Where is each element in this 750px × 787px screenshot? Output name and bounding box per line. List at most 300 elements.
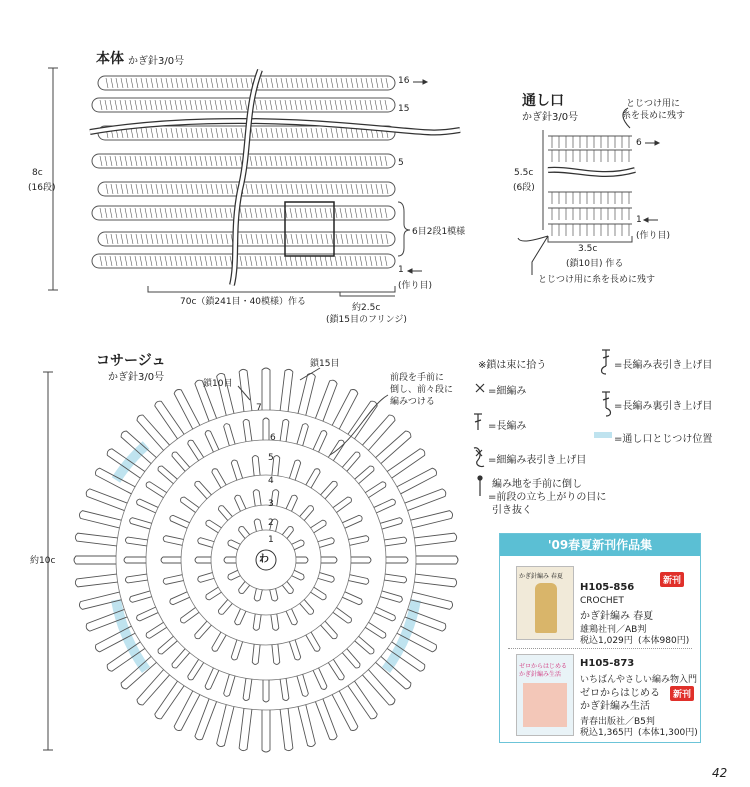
- chain-stitch: [380, 256, 382, 266]
- chain-stitch: [246, 184, 248, 194]
- corsage-petal-loop: [333, 497, 351, 512]
- corsage-petal-loop: [243, 419, 252, 441]
- book1-cover-photo: [535, 583, 557, 633]
- chain-stitch: [346, 78, 348, 88]
- chain-stitch: [205, 208, 207, 218]
- chain-stitch: [371, 234, 373, 244]
- corsage-petal-loop: [289, 460, 300, 480]
- chain-stitch: [105, 156, 107, 166]
- corsage-petal-loop: [384, 537, 406, 546]
- corsage-petal-loop: [243, 678, 252, 700]
- chain-stitch: [256, 234, 258, 244]
- chain-stitch: [336, 128, 338, 138]
- chain-stitch: [301, 234, 303, 244]
- chain-stitch: [285, 156, 287, 166]
- chain-stitch: [245, 208, 247, 218]
- chain-stitch: [240, 256, 242, 266]
- chain-stitch: [341, 128, 343, 138]
- chain-stitch: [196, 234, 198, 244]
- chain-stitch: [191, 234, 193, 244]
- chain-stitch: [180, 156, 182, 166]
- corsage-petal-loop: [315, 380, 337, 421]
- chain-stitch: [325, 100, 327, 110]
- chain-stitch: [356, 78, 358, 88]
- chain-stitch: [135, 100, 137, 110]
- chain-stitch: [120, 156, 122, 166]
- chain-stitch: [186, 78, 188, 88]
- chain-stitch: [176, 184, 178, 194]
- chain-stitch: [340, 100, 342, 110]
- chain-stitch: [106, 78, 108, 88]
- corsage-petal-loop: [271, 614, 279, 630]
- corsage-petal-loop: [205, 431, 219, 452]
- chain-stitch: [160, 208, 162, 218]
- chain-stitch: [331, 128, 333, 138]
- row-label-16: 16: [398, 76, 410, 86]
- chain-stitch: [285, 100, 287, 110]
- chain-stitch: [311, 184, 313, 194]
- chain-stitch: [281, 234, 283, 244]
- chain-stitch: [196, 128, 198, 138]
- loop-width-label: 3.5c: [578, 244, 598, 254]
- legend-slip-note-1: 編み地を手前に倒し: [492, 479, 582, 490]
- chain-stitch: [321, 128, 323, 138]
- corsage-petal-loop: [74, 556, 116, 564]
- corsage-petal-loop: [349, 575, 369, 585]
- chain-stitch: [320, 156, 322, 166]
- chain-stitch: [150, 256, 152, 266]
- chain-stitch: [280, 100, 282, 110]
- chain-stitch: [266, 234, 268, 244]
- chain-stitch: [335, 256, 337, 266]
- book2-cover-text-1: ゼロからはじめる: [519, 663, 568, 670]
- corsage-petal-loop: [125, 574, 147, 583]
- corsage-petal-loop: [181, 497, 199, 512]
- chain-stitch: [211, 78, 213, 88]
- chain-stitch: [291, 234, 293, 244]
- chain-stitch: [136, 234, 138, 244]
- chain-stitch: [280, 256, 282, 266]
- chain-stitch: [346, 128, 348, 138]
- corsage-petal-loop: [75, 533, 117, 546]
- loop-title: 通し口: [522, 93, 564, 109]
- chain-stitch: [270, 208, 272, 218]
- chain-stitch: [191, 78, 193, 88]
- chain-stitch: [221, 78, 223, 88]
- chain-stitch: [240, 208, 242, 218]
- book1-publisher: 雄鶏社刊／AB判: [580, 625, 647, 635]
- body-row-band: [92, 206, 395, 220]
- round-5: 5: [268, 453, 274, 463]
- body-title: 本体: [96, 51, 124, 67]
- corsage-petal-loop: [253, 614, 261, 630]
- chain-stitch: [261, 128, 263, 138]
- chain-stitch: [351, 184, 353, 194]
- chain-stitch: [380, 100, 382, 110]
- chain-stitch: [251, 128, 253, 138]
- chain-stitch: [171, 78, 173, 88]
- chain-stitch: [331, 78, 333, 88]
- book1-price-detail: (本体980円): [638, 636, 690, 646]
- body-width-bracket: [148, 286, 395, 292]
- chain-stitch: [220, 256, 222, 266]
- chain-stitch: [111, 184, 113, 194]
- pattern-label: 6目2段1模様: [412, 227, 466, 237]
- book-divider: [508, 648, 692, 649]
- chain-stitch: [231, 184, 233, 194]
- chain-stitch: [175, 208, 177, 218]
- chain-stitch: [311, 78, 313, 88]
- chain-stitch: [185, 256, 187, 266]
- chain-stitch: [326, 184, 328, 194]
- book2-publisher: 青春出版社／B5判: [580, 717, 655, 727]
- chain-stitch: [386, 234, 388, 244]
- chain-stitch: [385, 156, 387, 166]
- chain-stitch: [200, 208, 202, 218]
- chain-stitch: [345, 208, 347, 218]
- publications-header: '09春夏新刊作品集: [500, 534, 700, 556]
- chain-stitch: [301, 128, 303, 138]
- chain-stitch: [250, 156, 252, 166]
- corsage-petal-loop: [195, 557, 211, 563]
- note-leader: [330, 395, 388, 455]
- chain-stitch: [176, 234, 178, 244]
- corsage-petal-loop: [231, 640, 242, 660]
- chain-stitch: [236, 78, 238, 88]
- chain-stitch: [155, 156, 157, 166]
- loop-note-bottom: とじつけ用に糸を長めに残す: [538, 275, 656, 285]
- chain-stitch: [366, 234, 368, 244]
- legend-chain-note: ※鎖は束に拾う: [478, 360, 547, 371]
- chain-stitch: [380, 156, 382, 166]
- loop-stitch-grid: [548, 136, 632, 236]
- corsage-petal-loop: [416, 556, 458, 564]
- chain-stitch: [385, 100, 387, 110]
- chain-stitch: [111, 78, 113, 88]
- chain-stitch: [120, 256, 122, 266]
- chain-stitch: [301, 184, 303, 194]
- chain-stitch: [341, 78, 343, 88]
- corsage-ring-label: わ: [259, 554, 269, 565]
- chain-stitch: [351, 78, 353, 88]
- chain-stitch: [255, 208, 257, 218]
- chain-stitch: [281, 184, 283, 194]
- chain-stitch: [361, 78, 363, 88]
- chain-stitch: [216, 234, 218, 244]
- chain-stitch: [115, 100, 117, 110]
- chain-stitch: [200, 100, 202, 110]
- round-6: 6: [270, 433, 276, 443]
- chain-stitch: [146, 184, 148, 194]
- chain-stitch: [345, 100, 347, 110]
- chain-stitch: [125, 256, 127, 266]
- chain-stitch: [256, 184, 258, 194]
- corsage-petal-loop: [380, 591, 402, 602]
- chain-stitch: [291, 128, 293, 138]
- chain-stitch: [370, 208, 372, 218]
- pattern-bracket: [398, 202, 410, 256]
- chain-stitch: [215, 256, 217, 266]
- chain-stitch: [151, 78, 153, 88]
- chain-stitch: [381, 78, 383, 88]
- chain-stitch: [235, 100, 237, 110]
- corsage-note-3: 編みつける: [390, 397, 435, 407]
- loop-hook: かぎ針3/0号: [522, 112, 579, 123]
- chain-stitch: [255, 100, 257, 110]
- loop-width-bracket: [548, 236, 632, 242]
- legend-slip-note-2: =前段の立ち上がりの目に: [488, 492, 607, 503]
- chain-stitch: [330, 256, 332, 266]
- chain-stitch: [125, 208, 127, 218]
- body-height-rows: (16段): [28, 183, 56, 193]
- chain-stitch: [116, 234, 118, 244]
- chain-stitch: [335, 100, 337, 110]
- chain-stitch: [341, 234, 343, 244]
- chain-stitch: [131, 78, 133, 88]
- book1-cover-text: かぎ針編み 春夏: [519, 573, 563, 580]
- chain-stitch: [296, 234, 298, 244]
- corsage-petal-loop: [174, 390, 200, 430]
- chain-stitch: [316, 128, 318, 138]
- chain-stitch: [111, 234, 113, 244]
- chain-stitch: [205, 100, 207, 110]
- chain-stitch: [125, 156, 127, 166]
- body-width-label: 70c（鎖241目・40模様）作る: [180, 297, 307, 307]
- round-4: 4: [268, 476, 274, 486]
- chain-stitch: [265, 208, 267, 218]
- corsage-petal-loop: [263, 680, 269, 702]
- book2-cover[interactable]: [516, 654, 574, 736]
- chain-stitch: [181, 78, 183, 88]
- chain-stitch: [330, 208, 332, 218]
- chain-stitch: [201, 184, 203, 194]
- chain-stitch: [311, 128, 313, 138]
- chain-stitch: [215, 208, 217, 218]
- chain-stitch: [100, 100, 102, 110]
- chain-stitch: [261, 184, 263, 194]
- chain-stitch: [115, 156, 117, 166]
- chain-stitch: [286, 184, 288, 194]
- corsage-petal-loop: [411, 511, 453, 528]
- chain-stitch: [190, 256, 192, 266]
- corsage-petal-loop: [282, 527, 293, 539]
- chain-stitch: [201, 78, 203, 88]
- corsage-petal-loop: [280, 708, 293, 750]
- chain-stitch: [145, 256, 147, 266]
- chain-stitch: [100, 256, 102, 266]
- chain-stitch: [296, 184, 298, 194]
- corsage-petal-loop: [280, 369, 293, 411]
- chain-stitch: [120, 100, 122, 110]
- chain-stitch: [306, 234, 308, 244]
- chain-stitch: [345, 256, 347, 266]
- chain-stitch: [216, 78, 218, 88]
- loop-height-rows: (6段): [513, 183, 535, 193]
- chain-stitch: [296, 128, 298, 138]
- chain-stitch: [185, 100, 187, 110]
- chain-stitch: [155, 208, 157, 218]
- chain-stitch: [145, 208, 147, 218]
- chain-stitch: [341, 184, 343, 194]
- corsage-petal-loop: [405, 489, 446, 511]
- chain-stitch: [210, 256, 212, 266]
- chain-stitch: [281, 78, 283, 88]
- chain-stitch: [130, 256, 132, 266]
- corsage-petal-loop: [170, 592, 190, 605]
- chain-stitch: [260, 256, 262, 266]
- corsage-petal-loop: [96, 468, 136, 494]
- chain-stitch: [265, 156, 267, 166]
- corsage-petal-loop: [158, 466, 177, 484]
- chain-stitch: [231, 128, 233, 138]
- corsage-petal-loop: [282, 582, 293, 594]
- chain-stitch: [206, 234, 208, 244]
- chain-stitch: [170, 156, 172, 166]
- corsage-petal-loop: [328, 659, 344, 680]
- corsage-petal-loop: [321, 557, 337, 563]
- chain-stitch: [116, 78, 118, 88]
- chain-stitch: [141, 128, 143, 138]
- chain-stitch: [135, 256, 137, 266]
- chain-stitch: [245, 100, 247, 110]
- chain-stitch: [316, 78, 318, 88]
- chain-stitch: [166, 234, 168, 244]
- corsage-petal-loop: [124, 557, 146, 563]
- publications-box: [499, 533, 701, 743]
- chain-stitch: [325, 156, 327, 166]
- corsage-petal-loop: [195, 699, 217, 740]
- chain-stitch: [355, 100, 357, 110]
- chain-stitch: [216, 128, 218, 138]
- chain-stitch: [320, 100, 322, 110]
- legend-dc: =長編み: [488, 421, 527, 432]
- corsage-petal-loop: [380, 518, 402, 529]
- chain-stitch: [365, 100, 367, 110]
- chain-stitch: [106, 184, 108, 194]
- corsage-note-2: 倒し、前々段に: [390, 385, 454, 395]
- corsage-petal-loop: [397, 468, 437, 494]
- chain-stitch: [145, 100, 147, 110]
- loop-tail-bottom: [518, 236, 548, 241]
- chain-stitch: [350, 208, 352, 218]
- chain-stitch: [100, 208, 102, 218]
- corsage-petal-loop: [212, 632, 226, 651]
- chain-stitch: [115, 208, 117, 218]
- chain-stitch: [155, 100, 157, 110]
- chain-stitch: [331, 234, 333, 244]
- corsage-petal-loop: [235, 609, 246, 625]
- book1-price: 税込1,029円: [580, 636, 633, 646]
- chain-stitch: [220, 208, 222, 218]
- ch10-leader: [238, 386, 250, 400]
- chain-stitch: [271, 128, 273, 138]
- chain-stitch: [110, 208, 112, 218]
- chain-stitch: [191, 184, 193, 194]
- chain-stitch: [126, 184, 128, 194]
- body-row-band: [98, 182, 395, 196]
- page-number: 42: [712, 766, 728, 780]
- corsage-petal-loop: [263, 418, 269, 440]
- pattern-repeat-box: [285, 202, 334, 256]
- corsage-petal-loop: [163, 536, 183, 546]
- chain-stitch: [281, 128, 283, 138]
- chain-stitch: [350, 100, 352, 110]
- chain-stitch: [360, 156, 362, 166]
- chain-stitch: [210, 156, 212, 166]
- corsage-petal-loop: [321, 621, 338, 639]
- corsage-petal-loop: [315, 699, 337, 740]
- corsage-title: コサージュ: [96, 353, 166, 369]
- fringe-label: 約2.5c: [352, 303, 381, 313]
- chain-stitch: [300, 100, 302, 110]
- chain-stitch: [290, 156, 292, 166]
- chain-stitch: [130, 208, 132, 218]
- loop-width-detail: (鎖10目) 作る: [566, 259, 624, 269]
- loop-note-top-2: 糸を長めに残す: [622, 111, 686, 121]
- corsage-petal-loop: [306, 469, 320, 488]
- chain-stitch: [366, 78, 368, 88]
- corsage-petal-loop: [212, 469, 226, 488]
- chain-stitch: [120, 208, 122, 218]
- chain-stitch: [325, 256, 327, 266]
- chain-stitch: [146, 128, 148, 138]
- chain-stitch: [195, 100, 197, 110]
- chain-stitch: [285, 256, 287, 266]
- chain-stitch: [286, 128, 288, 138]
- chain-stitch: [275, 208, 277, 218]
- legend-dc-front: =長編み表引き上げ目: [614, 360, 713, 371]
- chain-stitch: [205, 256, 207, 266]
- chain-stitch: [350, 156, 352, 166]
- chain-stitch: [280, 156, 282, 166]
- chain-stitch: [161, 128, 163, 138]
- corsage-petal-loop: [280, 419, 289, 441]
- legend-attach: =通し口とじつけ位置: [614, 434, 713, 445]
- corsage-petal-loop: [349, 536, 369, 546]
- chain-stitch: [131, 128, 133, 138]
- chain-stitch: [360, 100, 362, 110]
- corsage-petal-loop: [205, 668, 219, 689]
- chain-stitch: [255, 256, 257, 266]
- chain-stitch: [136, 128, 138, 138]
- corsage-petal-loop: [224, 424, 235, 446]
- chain-stitch: [250, 256, 252, 266]
- chain-stitch: [186, 128, 188, 138]
- chain-stitch: [186, 184, 188, 194]
- chain-stitch: [295, 100, 297, 110]
- chain-stitch: [226, 184, 228, 194]
- chain-stitch: [121, 78, 123, 88]
- chain-stitch: [166, 78, 168, 88]
- chain-stitch: [225, 100, 227, 110]
- chain-stitch: [140, 156, 142, 166]
- corsage-petal-loop: [79, 511, 121, 528]
- corsage-petal-loop: [161, 557, 181, 563]
- chain-stitch: [271, 234, 273, 244]
- corsage-petal-loop: [270, 589, 278, 601]
- chain-stitch: [200, 156, 202, 166]
- corsage-petal-loop: [332, 390, 358, 430]
- chain-stitch: [316, 184, 318, 194]
- corsage-petal-loop: [195, 481, 212, 499]
- corsage-petal-loop: [298, 705, 315, 747]
- chain-stitch: [305, 156, 307, 166]
- corsage-petal-loop: [297, 674, 308, 696]
- corsage-petal-loop: [386, 557, 408, 563]
- book1-cover[interactable]: [516, 566, 574, 640]
- chain-stitch: [180, 256, 182, 266]
- body-hook: かぎ針3/0号: [128, 56, 185, 67]
